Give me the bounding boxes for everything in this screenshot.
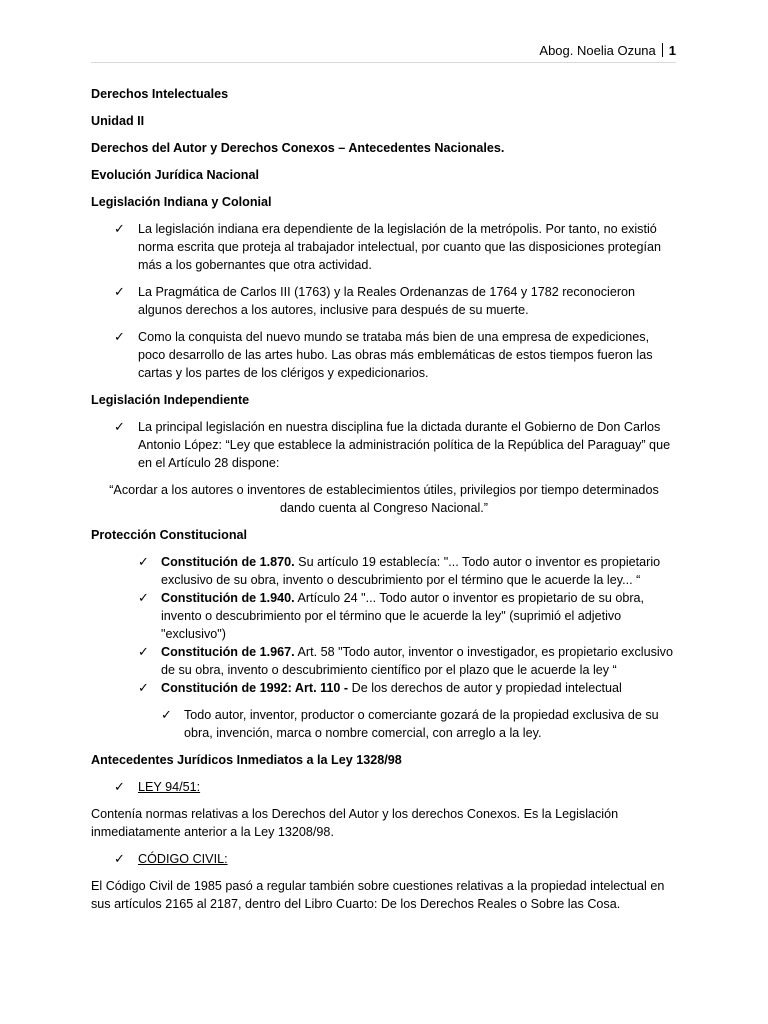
header-author: Abog. Noelia Ozuna bbox=[539, 43, 656, 58]
checkmark-icon: ✓ bbox=[161, 707, 172, 722]
list-item-text: Todo autor, inventor, productor o comerciante gozará de la propiedad exclusiva de su obra, invención, marca o nombre comercial, con arreglo a la ley. bbox=[184, 708, 659, 740]
checkmark-icon: ✓ bbox=[138, 554, 149, 569]
checkmark-icon: ✓ bbox=[138, 590, 149, 605]
checkmark-icon: ✓ bbox=[138, 644, 149, 659]
checkmark-icon: ✓ bbox=[114, 329, 125, 344]
list-item bbox=[91, 220, 677, 274]
checkmark-icon: ✓ bbox=[114, 851, 125, 866]
ley-label: LEY 94/51: bbox=[138, 780, 201, 794]
subtitle-heading: Derechos del Autor y Derechos Conexos – Antecedentes Nacionales. bbox=[91, 141, 505, 155]
independiente-list bbox=[91, 418, 677, 472]
constitucion-title: Constitución de 1.967. bbox=[161, 645, 295, 659]
constitucion-title: Constitución de 1.940. bbox=[161, 591, 295, 605]
constitucion-text: De los derechos de autor y propiedad intelectual bbox=[348, 681, 622, 695]
constitucion-text: Su artículo 19 establecía: "... Todo autor o inventor es propietario exclusivo de su obra, invento o descubrimiento por el término que le acuerde la ley... “ bbox=[161, 555, 661, 587]
checkmark-icon: ✓ bbox=[114, 221, 125, 236]
list-item bbox=[91, 706, 677, 742]
checkmark-icon: ✓ bbox=[114, 419, 125, 434]
proteccion-heading: Protección Constitucional bbox=[91, 528, 248, 542]
list-item bbox=[91, 328, 677, 382]
list-item bbox=[91, 850, 677, 868]
codigo-label: CÓDIGO CIVIL: bbox=[138, 852, 228, 866]
codigo-list bbox=[91, 850, 677, 868]
evolution-heading: Evolución Jurídica Nacional bbox=[91, 168, 259, 182]
constitucion-text: Artículo 24 "... Todo autor o inventor es propietario de su obra, invento o descubrimiento por el término que le acuerde la ley" (suprimió el adjetivo "exclusivo") bbox=[161, 591, 645, 641]
checkmark-icon: ✓ bbox=[138, 680, 149, 695]
unit-heading: Unidad II bbox=[91, 114, 145, 128]
indiana-list bbox=[91, 220, 677, 382]
constitucion-title: Constitución de 1992: Art. 110 - bbox=[161, 681, 349, 695]
list-item-text: Como la conquista del nuevo mundo se trataba más bien de una empresa de expediciones, poco desarrollo de las artes hubo. Las obras más emblemáticas de estos tiempos fueron las cartas y los partes de los clérigos y expedicionarios. bbox=[138, 330, 653, 380]
list-item bbox=[91, 778, 677, 796]
header-separator bbox=[662, 43, 663, 57]
ley-list bbox=[91, 778, 677, 796]
page-header bbox=[91, 42, 676, 63]
list-item bbox=[91, 589, 677, 643]
document-body bbox=[91, 85, 677, 922]
checkmark-icon: ✓ bbox=[114, 779, 125, 794]
header-page-number: 1 bbox=[668, 43, 676, 58]
list-item bbox=[91, 643, 677, 679]
constituciones-list bbox=[91, 553, 677, 742]
indiana-heading: Legislación Indiana y Colonial bbox=[91, 195, 272, 209]
ley-paragraph: Contenía normas relativas a los Derechos del Autor y los derechos Conexos. Es la Legislación inmediatamente anterior a la Ley 13208/98. bbox=[91, 807, 619, 839]
codigo-paragraph: El Código Civil de 1985 pasó a regular también sobre cuestiones relativas a la propiedad intelectual en sus artículos 2165 al 2187, dentro del Libro Cuarto: De los Derechos Reales o Sobre las Cosa. bbox=[91, 879, 665, 911]
antecedentes-heading: Antecedentes Jurídicos Inmediatos a la Ley 1328/98 bbox=[91, 753, 402, 767]
constitucion-title: Constitución de 1.870. bbox=[161, 555, 295, 569]
checkmark-icon: ✓ bbox=[114, 284, 125, 299]
list-item bbox=[91, 418, 677, 472]
list-item-text: La principal legislación en nuestra disciplina fue la dictada durante el Gobierno de Don Carlos Antonio López: “Ley que establece la administración política de la República del Paraguay” que en el Artículo 28 dispone: bbox=[138, 420, 671, 470]
constitucion-text: Art. 58 "Todo autor, inventor o investigador, es propietario exclusivo de su obra, invento o descubrimiento científico por el plazo que le acuerde la ley “ bbox=[161, 645, 673, 677]
list-item bbox=[91, 283, 677, 319]
quote-article-28: “Acordar a los autores o inventores de establecimientos útiles, privilegios por tiempo determinados dando cuenta al Congreso Nacional.” bbox=[109, 483, 659, 515]
list-item bbox=[91, 679, 677, 697]
independiente-heading: Legislación Independiente bbox=[91, 393, 250, 407]
document-title: Derechos Intelectuales bbox=[91, 87, 229, 101]
list-item-text: La legislación indiana era dependiente de la legislación de la metrópolis. Por tanto, no existió norma escrita que proteja al trabajador intelectual, por cuanto que las disposiciones protegían más a los gobernantes que otra actividad. bbox=[138, 222, 661, 272]
list-item-text: La Pragmática de Carlos III (1763) y la Reales Ordenanzas de 1764 y 1782 reconocieron algunos derechos a los autores, inclusive para después de su muerte. bbox=[138, 285, 636, 317]
list-item bbox=[91, 553, 677, 589]
